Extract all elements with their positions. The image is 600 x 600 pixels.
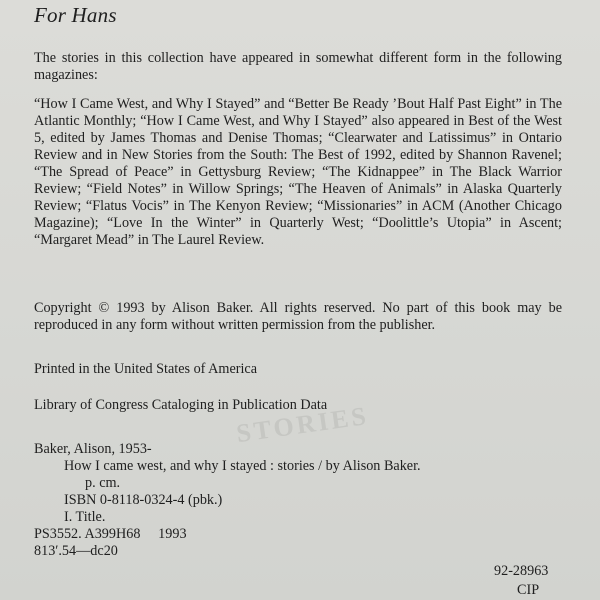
cip-number: 92-28963 [494,563,549,579]
printed-in: Printed in the United States of America [34,361,258,377]
acknowledgment-intro: The stories in this collection have appeared in somewhat different form in the following magazines: [34,50,562,83]
cip-dewey: 813′.54—dc20 [34,543,118,559]
cip-isbn: ISBN 0-8118-0324-4 (pbk.) [64,492,223,508]
dedication: For Hans [34,3,117,27]
cip-author: Baker, Alison, 1953- [34,441,152,457]
acknowledgment-body: “How I Came West, and Why I Stayed” and “Better Be Ready ’Bout Half Past Eight” in The Atlantic Monthly; “How I Came West, and Why I Stayed” also appeared in Best of the West 5, edited by James Thomas and Denise Thomas; “Clearwater and Latissimus” in Ontario Review and in New Stories from the South: The Best of 1992, edited by Shannon Ravenel; “The Spread of Peace” in Gettysburg Review; “The Kidnappee” in The Black Warrior Review; “Field Notes” in Willow Springs; “The Heaven of Animals” in Alaska Quarterly Review; “Flatus Vocis” in The Kenyon Review; “Missionaries” in ACM (Another Chicago Magazine); “Love In the Winter” in Quarterly West; “Doolittle’s Utopia” in Ascent; “Margaret Mead” in The Laurel Review. [34,96,562,248]
cip-title: How I came west, and why I stayed : stories / by Alison Baker. [64,458,421,474]
cip-mark: CIP [517,582,540,598]
bleed-through-text: STORIES [234,400,371,449]
cip-pages: p. cm. [85,475,121,491]
copyright-notice: Copyright © 1993 by Alison Baker. All rights reserved. No part of this book may be reproduced in any form without written permission from the publisher. [34,300,562,333]
loc-heading: Library of Congress Cataloging in Publication Data [34,397,328,413]
cip-lc-class: PS3552. A399H68 1993 [34,526,187,542]
cip-subject: I. Title. [64,509,106,525]
cip-block [34,441,564,560]
